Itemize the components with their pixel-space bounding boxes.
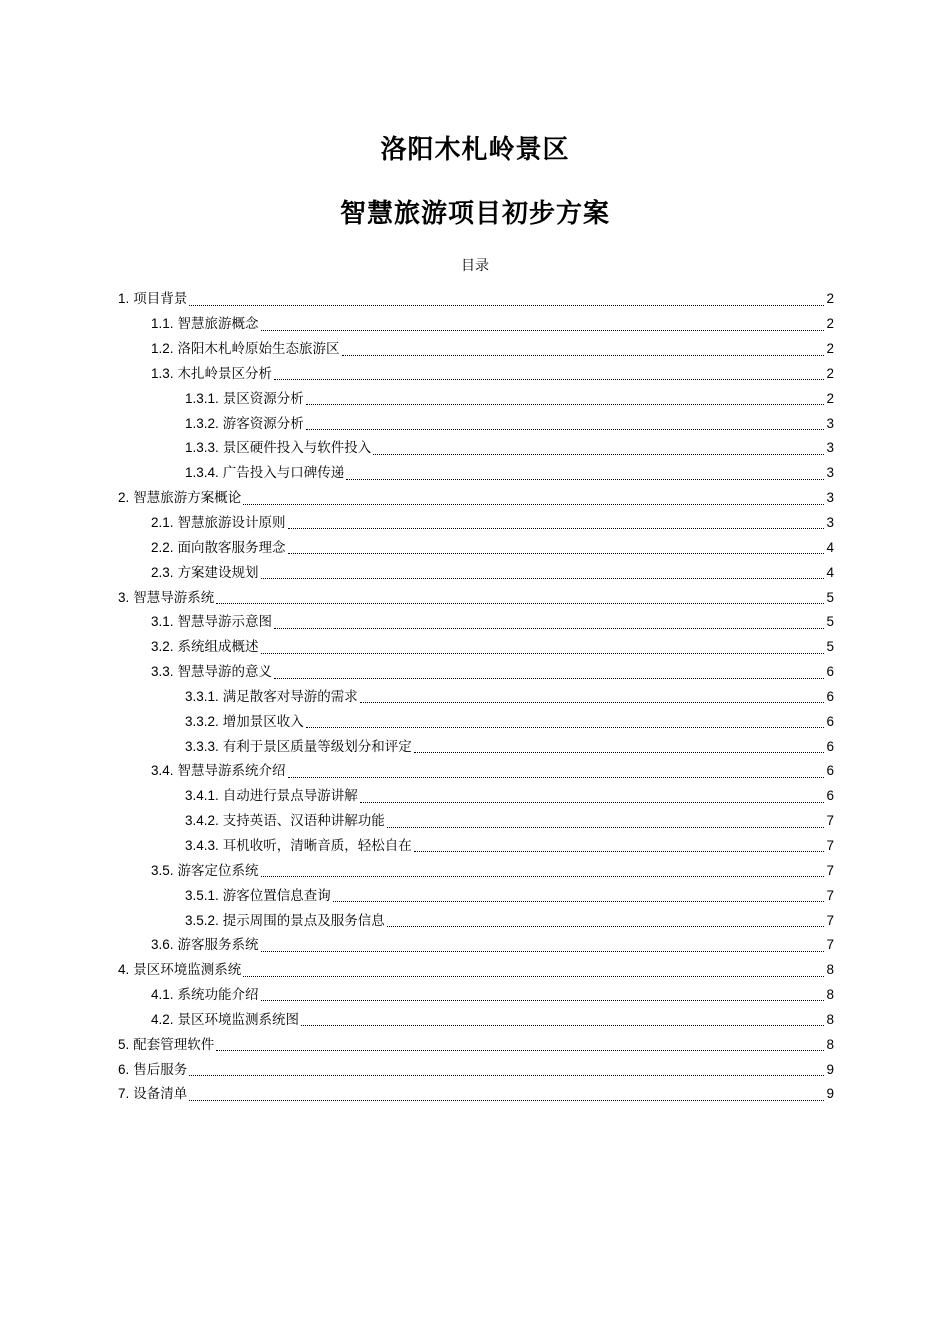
toc-entry-number: 1.3.2. <box>185 415 219 431</box>
toc-entry-label: 景区环境监测系统图 <box>177 1011 300 1028</box>
toc-entry-page-number: 5 <box>826 639 834 655</box>
toc-entry-page-number: 6 <box>826 788 834 804</box>
toc-entry-label: 有利于景区质量等级划分和评定 <box>222 738 412 755</box>
toc-dot-leader <box>261 652 825 654</box>
toc-entry[interactable] <box>118 1032 834 1057</box>
toc-dot-leader <box>387 925 825 927</box>
toc-entry[interactable] <box>118 908 834 933</box>
toc-entry[interactable] <box>118 337 834 362</box>
toc-entry[interactable] <box>118 834 834 859</box>
toc-dot-leader <box>274 378 824 380</box>
toc-entry-number: 3.4.3. <box>185 837 219 853</box>
toc-entry-number: 2. <box>118 490 130 506</box>
toc-dot-leader <box>342 354 825 356</box>
toc-entry-number: 2.1. <box>151 515 174 531</box>
toc-entry-number: 3.3. <box>151 664 174 680</box>
toc-entry[interactable] <box>118 635 834 660</box>
toc-entry-label: 面向散客服务理念 <box>177 539 286 556</box>
toc-entry-label: 售后服务 <box>133 1061 188 1078</box>
toc-entry[interactable] <box>118 610 834 635</box>
toc-entry-number: 3.3.1. <box>185 688 219 704</box>
toc-entry[interactable] <box>118 958 834 983</box>
toc-entry[interactable] <box>118 461 834 486</box>
toc-dot-leader <box>288 527 825 529</box>
document-title: 洛阳木札岭景区 <box>380 135 570 165</box>
toc-entry-number: 1.2. <box>151 341 174 357</box>
toc-entry-page-number: 2 <box>826 365 834 381</box>
toc-entry-page-number: 3 <box>826 440 834 456</box>
toc-entry-page-number: 6 <box>826 688 834 704</box>
toc-dot-leader <box>360 801 825 803</box>
toc-entry-number: 3.1. <box>151 614 174 630</box>
toc-entry-number: 1.3.1. <box>185 390 219 406</box>
toc-entry[interactable] <box>118 983 834 1008</box>
toc-entry[interactable] <box>118 1007 834 1032</box>
toc-entry-page-number: 2 <box>826 341 834 357</box>
toc-entry-page-number: 2 <box>826 291 834 307</box>
toc-entry-label: 满足散客对导游的需求 <box>222 688 358 705</box>
toc-entry-label: 自动进行景点导游讲解 <box>222 788 358 805</box>
toc-entry-page-number: 2 <box>826 316 834 332</box>
toc-entry-label: 智慧旅游概念 <box>177 316 259 333</box>
toc-dot-leader <box>189 304 824 306</box>
toc-entry-page-number: 8 <box>826 1036 834 1052</box>
toc-entry[interactable] <box>118 685 834 710</box>
toc-entry-label: 游客位置信息查询 <box>222 887 331 904</box>
toc-dot-leader <box>414 751 825 753</box>
toc-entry-number: 3.4.2. <box>185 813 219 829</box>
toc-entry-label: 智慧旅游设计原则 <box>177 515 286 532</box>
toc-entry-number: 4.2. <box>151 1011 174 1027</box>
toc-entry-label: 智慧导游系统介绍 <box>177 763 286 780</box>
toc-dot-leader <box>288 552 825 554</box>
toc-entry[interactable] <box>118 933 834 958</box>
toc-entry[interactable] <box>118 511 834 536</box>
toc-entry-number: 7. <box>118 1086 130 1102</box>
toc-entry[interactable] <box>118 734 834 759</box>
toc-entry-label: 支持英语、汉语种讲解功能 <box>222 813 385 830</box>
toc-entry-page-number: 7 <box>826 837 834 853</box>
toc-entry[interactable] <box>118 809 834 834</box>
toc-entry-page-number: 7 <box>826 862 834 878</box>
toc-entry-number: 3.5. <box>151 862 174 878</box>
toc-dot-leader <box>333 900 825 902</box>
toc-dot-leader <box>274 677 824 679</box>
toc-dot-leader <box>414 850 825 852</box>
toc-entry[interactable] <box>118 560 834 585</box>
toc-entry-label: 景区硬件投入与软件投入 <box>222 440 372 457</box>
toc-entry-number: 3. <box>118 589 130 605</box>
toc-entry[interactable] <box>118 287 834 312</box>
toc-dot-leader <box>261 875 825 877</box>
toc-entry-page-number: 8 <box>826 987 834 1003</box>
toc-dot-leader <box>216 1049 824 1051</box>
toc-entry-label: 提示周围的景点及服务信息 <box>222 912 385 929</box>
toc-entry-number: 3.6. <box>151 937 174 953</box>
toc-dot-leader <box>306 726 825 728</box>
toc-dot-leader <box>261 999 825 1001</box>
toc-entry-page-number: 9 <box>826 1086 834 1102</box>
toc-entry[interactable] <box>118 709 834 734</box>
toc-entry[interactable] <box>118 535 834 560</box>
toc-entry-label: 系统组成概述 <box>177 639 259 656</box>
toc-entry-label: 游客资源分析 <box>222 415 304 432</box>
toc-dot-leader <box>288 776 825 778</box>
toc-entry[interactable] <box>118 411 834 436</box>
toc-entry-page-number: 7 <box>826 887 834 903</box>
toc-entry-number: 6. <box>118 1061 130 1077</box>
toc-entry-number: 3.3.2. <box>185 713 219 729</box>
toc-entry-label: 系统功能介绍 <box>177 987 259 1004</box>
toc-entry-label: 广告投入与口碑传递 <box>222 465 345 482</box>
toc-entry-label: 景区资源分析 <box>222 390 304 407</box>
toc-dot-leader <box>261 950 825 952</box>
toc-entry-page-number: 4 <box>826 564 834 580</box>
toc-dot-leader <box>189 1074 824 1076</box>
toc-entry-number: 4.1. <box>151 987 174 1003</box>
toc-entry-number: 2.2. <box>151 539 174 555</box>
toc-entry-label: 项目背景 <box>133 291 188 308</box>
toc-entry-number: 4. <box>118 962 130 978</box>
toc-dot-leader <box>189 1099 824 1101</box>
toc-entry-number: 1. <box>118 291 130 307</box>
toc-entry-page-number: 7 <box>826 813 834 829</box>
toc-entry-page-number: 7 <box>826 912 834 928</box>
toc-entry[interactable] <box>118 759 834 784</box>
toc-entry-number: 1.3.4. <box>185 465 219 481</box>
toc-dot-leader <box>261 329 825 331</box>
toc-entry-number: 3.4.1. <box>185 788 219 804</box>
toc-entry-number: 3.4. <box>151 763 174 779</box>
toc-entry-page-number: 3 <box>826 465 834 481</box>
toc-entry-page-number: 6 <box>826 763 834 779</box>
toc-entry-number: 3.5.1. <box>185 887 219 903</box>
toc-entry-page-number: 6 <box>826 713 834 729</box>
toc-dot-leader <box>306 428 825 430</box>
document-subtitle: 智慧旅游项目初步方案 <box>339 199 610 229</box>
toc-dot-leader <box>346 478 824 480</box>
toc-dot-leader <box>243 503 824 505</box>
toc-entry[interactable] <box>118 883 834 908</box>
toc-dot-leader <box>360 701 825 703</box>
toc-dot-leader <box>387 826 825 828</box>
toc-entry[interactable] <box>118 312 834 337</box>
toc-entry-page-number: 4 <box>826 539 834 555</box>
toc-entry-page-number: 3 <box>826 490 834 506</box>
toc-entry-label: 洛阳木札岭原始生态旅游区 <box>177 341 340 358</box>
toc-entry-label: 设备清单 <box>133 1086 188 1103</box>
toc-entry-page-number: 3 <box>826 515 834 531</box>
toc-entry-page-number: 2 <box>826 390 834 406</box>
toc-entry-page-number: 9 <box>826 1061 834 1077</box>
toc-entry[interactable] <box>118 436 834 461</box>
toc-entry-number: 3.5.2. <box>185 912 219 928</box>
toc-entry-page-number: 6 <box>826 664 834 680</box>
toc-dot-leader <box>306 403 825 405</box>
table-of-contents <box>118 287 834 1107</box>
toc-dot-leader <box>301 1024 824 1026</box>
toc-dot-leader <box>274 627 824 629</box>
toc-entry-label: 智慧导游的意义 <box>177 664 273 681</box>
toc-entry[interactable] <box>118 486 834 511</box>
toc-entry-label: 方案建设规划 <box>177 564 259 581</box>
toc-entry-number: 1.3.3. <box>185 440 219 456</box>
toc-entry-page-number: 5 <box>826 614 834 630</box>
toc-entry[interactable] <box>118 386 834 411</box>
toc-entry-label: 智慧旅游方案概论 <box>133 490 242 507</box>
toc-entry-label: 木扎岭景区分析 <box>177 365 273 382</box>
toc-dot-leader <box>216 602 824 604</box>
toc-heading: 目录 <box>461 258 489 274</box>
toc-entry-label: 配套管理软件 <box>133 1036 215 1053</box>
toc-entry-page-number: 8 <box>826 962 834 978</box>
toc-entry-page-number: 8 <box>826 1011 834 1027</box>
toc-entry-label: 增加景区收入 <box>222 713 304 730</box>
toc-dot-leader <box>373 453 824 455</box>
toc-entry-page-number: 7 <box>826 937 834 953</box>
toc-entry-number: 3.2. <box>151 639 174 655</box>
toc-entry-label: 景区环境监测系统 <box>133 962 242 979</box>
toc-entry[interactable] <box>118 660 834 685</box>
toc-entry-page-number: 5 <box>826 589 834 605</box>
toc-entry-label: 耳机收听，清晰音质，轻松自在 <box>222 837 412 854</box>
toc-dot-leader <box>261 577 825 579</box>
toc-entry-label: 游客服务系统 <box>177 937 259 954</box>
toc-entry-label: 智慧导游示意图 <box>177 614 273 631</box>
toc-entry-label: 智慧导游系统 <box>133 589 215 606</box>
toc-entry-page-number: 3 <box>826 415 834 431</box>
toc-entry-number: 1.1. <box>151 316 174 332</box>
toc-entry-page-number: 6 <box>826 738 834 754</box>
toc-entry-number: 1.3. <box>151 365 174 381</box>
toc-entry[interactable] <box>118 1057 834 1082</box>
toc-entry[interactable] <box>118 585 834 610</box>
toc-entry[interactable] <box>118 784 834 809</box>
toc-entry-number: 2.3. <box>151 564 174 580</box>
toc-entry[interactable] <box>118 858 834 883</box>
toc-entry-label: 游客定位系统 <box>177 862 259 879</box>
toc-entry-number: 3.3.3. <box>185 738 219 754</box>
toc-entry-number: 5. <box>118 1036 130 1052</box>
toc-entry[interactable] <box>118 1082 834 1107</box>
toc-dot-leader <box>243 975 824 977</box>
toc-entry[interactable] <box>118 362 834 387</box>
